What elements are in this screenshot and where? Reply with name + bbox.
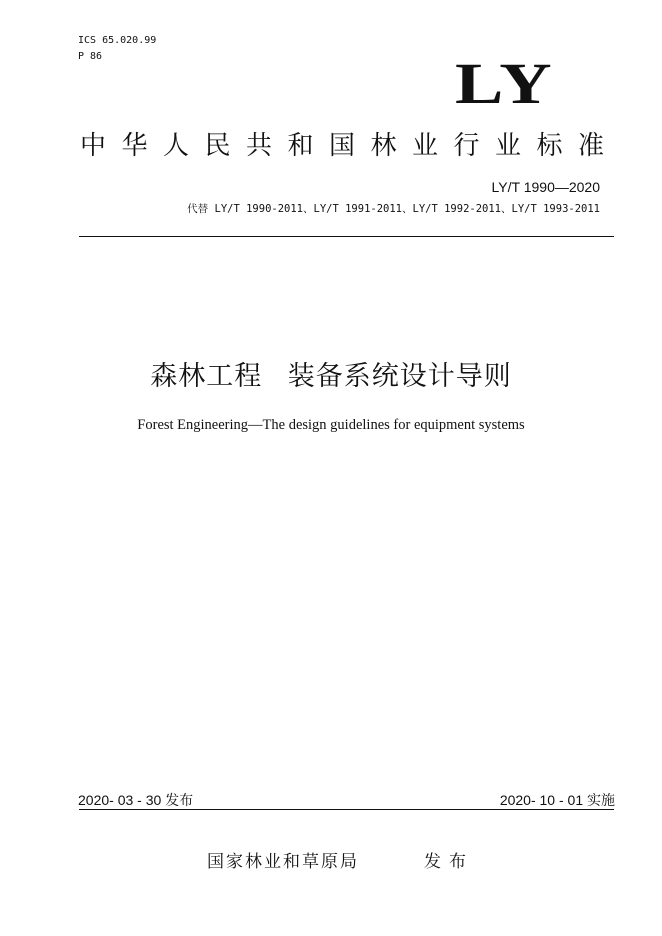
classification-code: P 86 (78, 51, 103, 62)
ics-code: ICS 65.020.99 (78, 35, 157, 46)
document-title-chinese: 森林工程 装备系统设计导则 (150, 361, 512, 391)
industry-standard-title: 中华人民共和国林业行业标准 (80, 130, 620, 160)
standard-number: LY/T 1990—2020 (491, 179, 600, 195)
footer-divider (79, 809, 614, 810)
issue-label: 发布 (424, 852, 474, 871)
document-title-english: Forest Engineering—The design guidelines for equipment systems (137, 417, 525, 433)
header-divider (79, 236, 614, 237)
issue-date: 2020- 03 - 30 发布 (78, 792, 194, 808)
implementation-date: 2020- 10 - 01 实施 (499, 792, 615, 808)
ly-logo: LY (455, 51, 555, 116)
replaces-standards: 代替 LY/T 1990-2011、LY/T 1991-2011、LY/T 1992-2011、LY/T 1993-2011 (187, 203, 600, 215)
issuing-authority: 国家林业和草原局 (207, 852, 359, 871)
